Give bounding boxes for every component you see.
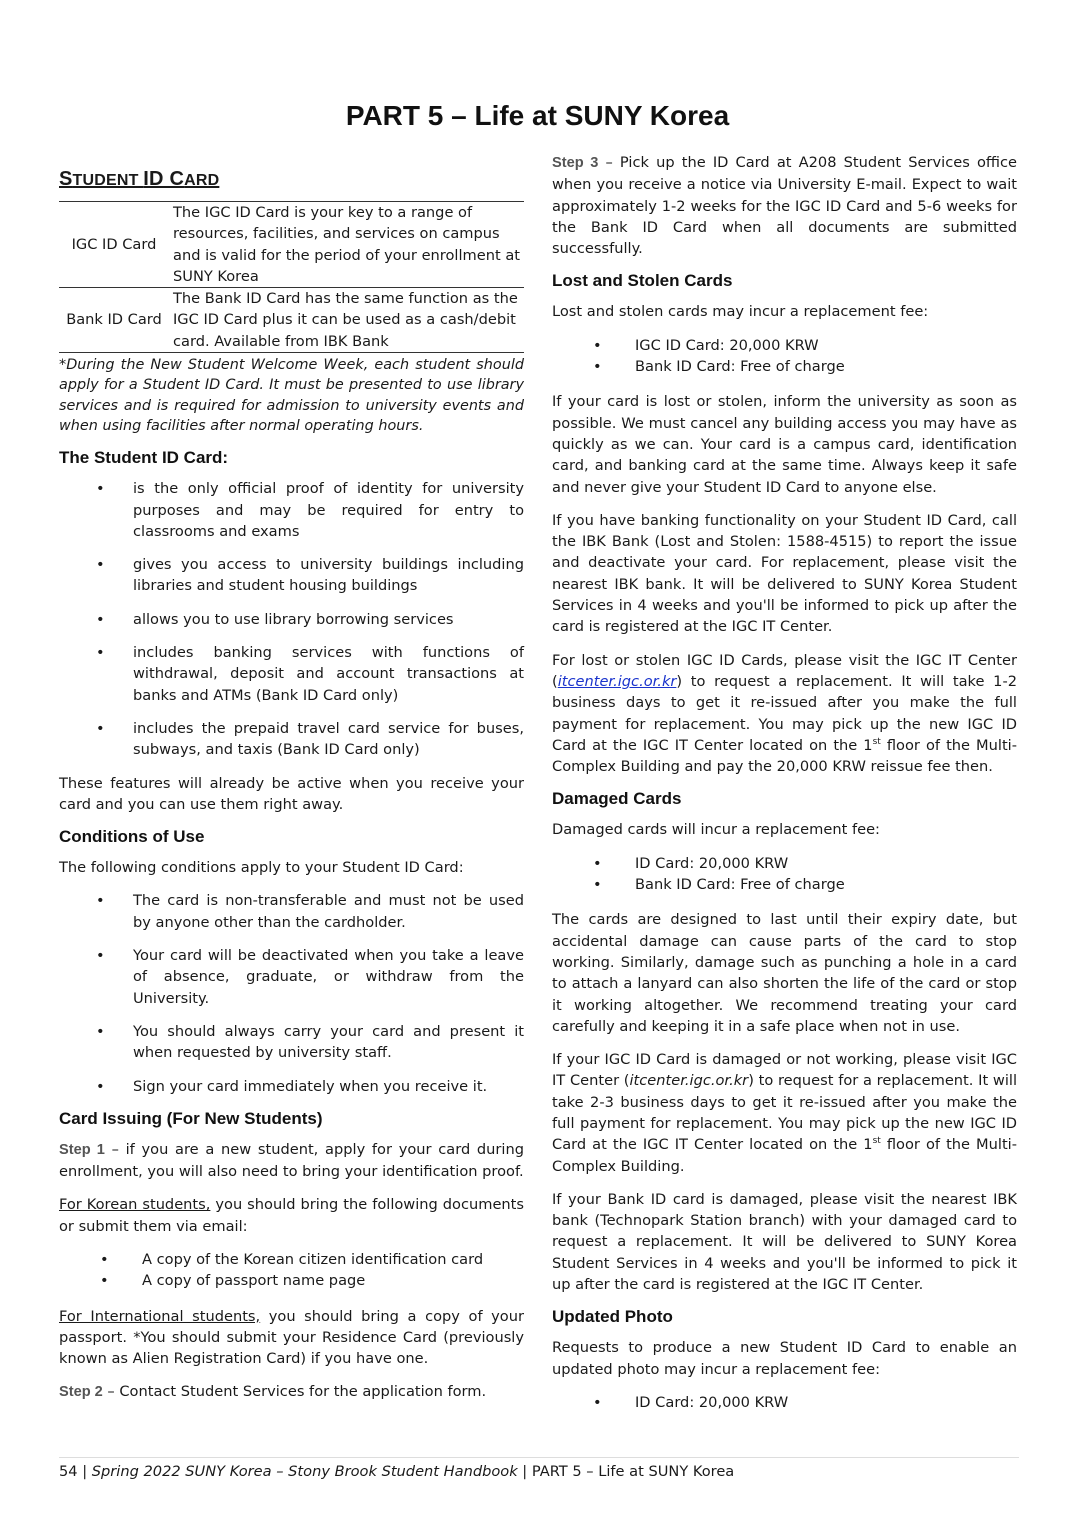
lost-intro: Lost and stolen cards may incur a replacement fee: xyxy=(552,303,929,321)
list-item: • Sign your card immediately when you receive it. xyxy=(133,1076,524,1097)
text-span: For lost or stolen IGC ID Cards, please visit the IGC IT Center ( xyxy=(552,651,1017,690)
step3-text: – Pick up the ID Card at A208 Student Services office when you receive a notice via University E-mail. Expect to wait approximately 1-2 weeks for the IGC ID Card and 5-6 weeks for the Bank ID Card when all documents are submitted successfully. xyxy=(552,154,1017,258)
step2-label: Step 2 xyxy=(59,1384,103,1401)
list-item: • ID Card: 20,000 KRW xyxy=(635,1392,1017,1413)
list-item: • A copy of the Korean citizen identification card xyxy=(142,1249,524,1270)
list-item: • Bank ID Card: Free of charge xyxy=(635,874,1017,895)
table-cell-label: IGC ID Card xyxy=(71,235,157,253)
text-span: floor of the Multi-Complex Building. xyxy=(552,1136,1017,1175)
superscript: st xyxy=(872,736,881,747)
korean-docs-list xyxy=(59,1249,524,1292)
id-card-types-table xyxy=(59,201,524,353)
footer-section: | PART 5 – Life at SUNY Korea xyxy=(517,1463,735,1480)
footer-divider xyxy=(59,1457,1019,1458)
list-item: • allows you to use library borrowing services xyxy=(133,609,524,630)
card-issuing-heading: Card Issuing (For New Students) xyxy=(59,1108,323,1128)
features-list xyxy=(59,478,524,760)
list-item: • The card is non-transferable and must not be used by anyone other than the cardholder. xyxy=(133,890,524,933)
left-column xyxy=(59,152,524,1416)
lost-fees-list xyxy=(552,335,1017,378)
photo-fees-list xyxy=(552,1392,1017,1413)
step2-text: – Contact Student Services for the application form. xyxy=(102,1383,487,1401)
section-title-student-id-card: STUDENT ID CARD xyxy=(59,168,220,190)
korean-students-text: you should bring the following documents or submit them via email: xyxy=(59,1196,525,1235)
superscript: st xyxy=(872,1136,881,1147)
welcome-week-note: *During the New Student Welcome Week, each student should apply for a Student ID Card. It must be presented to use library services and is required for admission to university events and when using facilities after normal operating hours. xyxy=(59,357,524,434)
damaged-heading: Damaged Cards xyxy=(552,789,682,809)
right-column xyxy=(552,152,1017,1427)
lost-stolen-heading: Lost and Stolen Cards xyxy=(552,271,733,291)
damaged-paragraph-2 xyxy=(552,1049,1017,1177)
features-after-text: These features will already be active when you receive your card and you can use them right away. xyxy=(59,774,524,813)
international-students-paragraph xyxy=(59,1306,524,1370)
list-item: • A copy of passport name page xyxy=(142,1270,524,1291)
list-item: • includes banking services with functions of withdrawal, deposit and account transactions at banks and ATMs (Bank ID Card only) xyxy=(133,642,524,706)
step3-label: Step 3 xyxy=(552,155,599,171)
lost-paragraph-1: If your card is lost or stolen, inform the university as soon as possible. We must cancel any building access you may have as quickly as we can. Your card is a campus card, identification card, and banking card at the same time. Always keep it safe and never give your Student ID Card to anyone else. xyxy=(552,393,1017,496)
korean-students-paragraph xyxy=(59,1194,524,1237)
updated-photo-heading: Updated Photo xyxy=(552,1307,673,1327)
international-students-text: you should bring a copy of your passport. *You should submit your Residence Card (previously known as Alien Registration Card) if you have one. xyxy=(59,1307,524,1368)
table-row xyxy=(59,288,524,353)
list-item: • gives you access to university buildings including libraries and student housing buildings xyxy=(133,554,524,597)
international-students-label: For International students, xyxy=(59,1307,261,1325)
text-span: If your IGC ID Card is damaged or not working, please visit IGC IT Center ( xyxy=(552,1051,1017,1090)
page-title: PART 5 – Life at SUNY Korea xyxy=(345,100,730,131)
table-row xyxy=(59,202,524,288)
damaged-intro: Damaged cards will incur a replacement fee: xyxy=(552,821,880,839)
lost-paragraph-2: If you have banking functionality on your Student ID Card, call the IBK Bank (Lost and Stolen: 1588-4515) to report the issue and deactivate your card. For replacement, please visit the nearest IBK bank. It will be delivered to SUNY Korea Student Services in 4 weeks and you'll be informed to pick up after the card is registered at the IGC IT Center. xyxy=(552,511,1017,636)
list-item: • IGC ID Card: 20,000 KRW xyxy=(635,335,1017,356)
text-span: floor of the Multi-Complex Building and pay the 20,000 KRW reissue fee then. xyxy=(552,736,1017,776)
step1-paragraph xyxy=(59,1139,524,1183)
step2-paragraph xyxy=(59,1381,524,1403)
table-cell-label: Bank ID Card xyxy=(59,288,169,353)
itcenter-link[interactable]: itcenter.igc.or.kr xyxy=(557,672,677,690)
itcenter-text: itcenter.igc.or.kr xyxy=(629,1072,749,1090)
step3-paragraph xyxy=(552,152,1017,259)
conditions-intro: The following conditions apply to your Student ID Card: xyxy=(59,859,464,877)
list-item: • ID Card: 20,000 KRW xyxy=(635,853,1017,874)
lost-paragraph-3 xyxy=(552,650,1017,778)
conditions-list xyxy=(59,890,524,1096)
list-item: • is the only official proof of identity for university purposes and may be required for entry to classrooms and exams xyxy=(133,478,524,542)
step1-label: Step 1 xyxy=(59,1141,105,1158)
table-cell-desc: The Bank ID Card has the same function as the IGC ID Card plus it can be used as a cash/debit card. Available from IBK Bank xyxy=(169,288,524,353)
damaged-paragraph-3: If your Bank ID card is damaged, please visit the nearest IBK bank (Technopark Station branch) with your damaged card to request a replacement. It will be delivered to SUNY Korea Student Services in 4 weeks and you'll be informed to pick it up after the card is registered at the IGC IT Center. xyxy=(552,1190,1017,1294)
conditions-heading: Conditions of Use xyxy=(59,827,205,847)
page-footer xyxy=(59,1461,734,1482)
step1-text: – if you are a new student, apply for your card during enrollment, you will also need to bring your identification proof. xyxy=(59,1140,525,1181)
korean-students-label: For Korean students, xyxy=(59,1196,211,1214)
list-item: • Bank ID Card: Free of charge xyxy=(635,356,1017,377)
list-item: • You should always carry your card and present it when requested by university staff. xyxy=(133,1021,524,1064)
damaged-paragraph-1: The cards are designed to last until their expiry date, but accidental damage can cause parts of the card to stop working. Similarly, damage such as punching a hole in a card to attach a lanyard can also shorten the life of the card or stop it working altogether. We recommend treating your card carefully and keeping it in a safe place when not in use. xyxy=(552,911,1017,1035)
list-item: • Your card will be deactivated when you take a leave of absence, graduate, or withdraw from the University. xyxy=(133,945,524,1009)
list-item: • includes the prepaid travel card service for buses, subways, and taxis (Bank ID Card only) xyxy=(133,718,524,761)
text-span: ) to request a replacement. It will take 1-2 business days to get it re-issued after you make the full payment for replacement. You may pick up the new IGC ID Card at the IGC IT Center located on the 1 xyxy=(552,672,1017,754)
text-span: ) to request for a replacement. It will take 2-3 business days to get it re-issued after you make the full payment for replacement. You may pick up the new IGC ID Card at the IGC IT Center located on the 1 xyxy=(552,1072,1017,1154)
features-heading: The Student ID Card: xyxy=(59,448,229,468)
footer-source: Spring 2022 SUNY Korea – Stony Brook Student Handbook xyxy=(91,1463,518,1480)
page-number: 54 | xyxy=(59,1463,92,1480)
damaged-fees-list xyxy=(552,853,1017,896)
table-cell-desc: The IGC ID Card is your key to a range of resources, facilities, and services on campus and is valid for the period of your enrollment at SUNY Korea xyxy=(173,204,520,285)
photo-intro: Requests to produce a new Student ID Card to enable an updated photo may incur a replacement fee: xyxy=(552,1339,1017,1378)
